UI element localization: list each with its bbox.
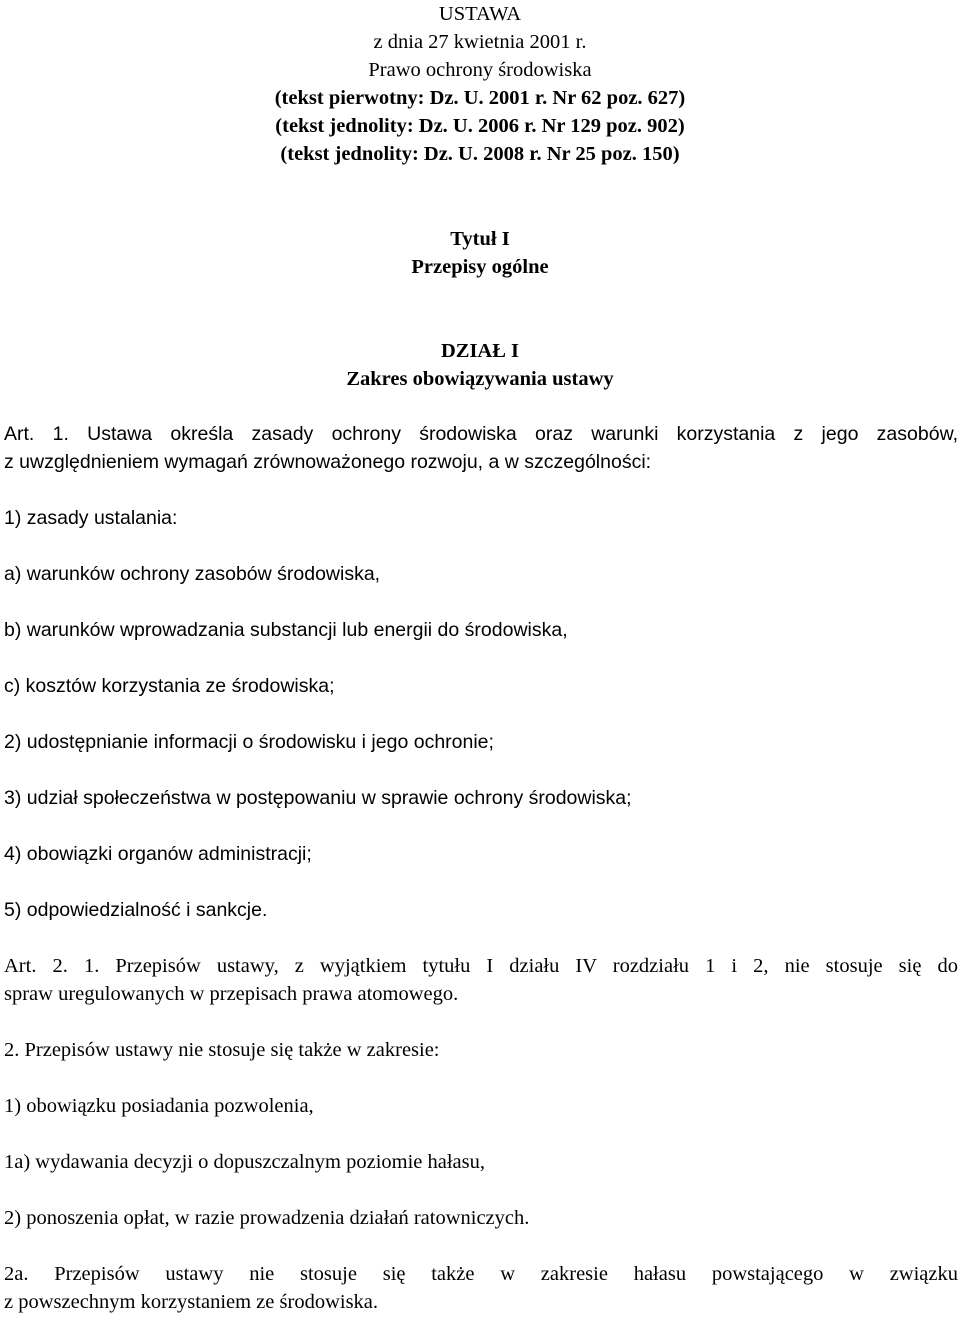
art2-item: 2) ponoszenia opłat, w razie prowadzenia działań ratowniczych. <box>4 1207 530 1229</box>
act-title: USTAWA <box>438 3 522 25</box>
source-consolidated-2006: (tekst jednolity: Dz. U. 2006 r. Nr 129 poz. 902) <box>275 115 685 137</box>
art1-item: b) warunków wprowadzania substancji lub energii do środowiska, <box>4 619 568 641</box>
art2-item: 1a) wydawania decyzji o dopuszczalnym poziomie hałasu, <box>4 1151 486 1173</box>
section-subtitle: Przepisy ogólne <box>411 256 549 278</box>
division-title: DZIAŁ I <box>440 340 520 362</box>
art2-p2a-line1: 2a. Przepisów ustawy nie stosuje się także w zakresie hałasu powstającego w związku <box>4 1263 958 1285</box>
art2-p1-line1: Art. 2. 1. Przepisów ustawy, z wyjątkiem tytułu I działu IV rozdziału 1 i 2, nie stosuje się do <box>4 955 958 977</box>
art1-intro-line1: Art. 1. Ustawa określa zasady ochrony środowiska oraz warunki korzystania z jego zasobów, <box>4 423 958 445</box>
act-date: z dnia 27 kwietnia 2001 r. <box>373 31 587 53</box>
art2-item: 1) obowiązku posiadania pozwolenia, <box>4 1095 314 1117</box>
section-title: Tytuł I <box>450 228 510 250</box>
division-subtitle: Zakres obowiązywania ustawy <box>346 368 614 390</box>
art1-item: 5) odpowiedzialność i sankcje. <box>4 899 268 921</box>
art2-p1-line2: spraw uregulowanych w przepisach prawa atomowego. <box>4 983 459 1005</box>
act-name: Prawo ochrony środowiska <box>368 59 592 81</box>
source-consolidated-2008: (tekst jednolity: Dz. U. 2008 r. Nr 25 poz. 150) <box>280 143 680 165</box>
art1-intro-line2: z uwzględnieniem wymagań zrównoważonego rozwoju, a w szczególności: <box>4 451 652 473</box>
art2-p2: 2. Przepisów ustawy nie stosuje się także w zakresie: <box>4 1039 440 1061</box>
art1-item: 3) udział społeczeństwa w postępowaniu w sprawie ochrony środowiska; <box>4 787 632 809</box>
art1-item: 1) zasady ustalania: <box>4 507 178 529</box>
art1-item: 4) obowiązki organów administracji; <box>4 843 312 865</box>
art1-item: c) kosztów korzystania ze środowiska; <box>4 675 335 697</box>
art1-item: 2) udostępnianie informacji o środowisku i jego ochronie; <box>4 731 494 753</box>
source-original: (tekst pierwotny: Dz. U. 2001 r. Nr 62 poz. 627) <box>274 87 686 109</box>
art2-p2a-line2: z powszechnym korzystaniem ze środowiska. <box>4 1291 379 1313</box>
art1-item: a) warunków ochrony zasobów środowiska, <box>4 563 381 585</box>
